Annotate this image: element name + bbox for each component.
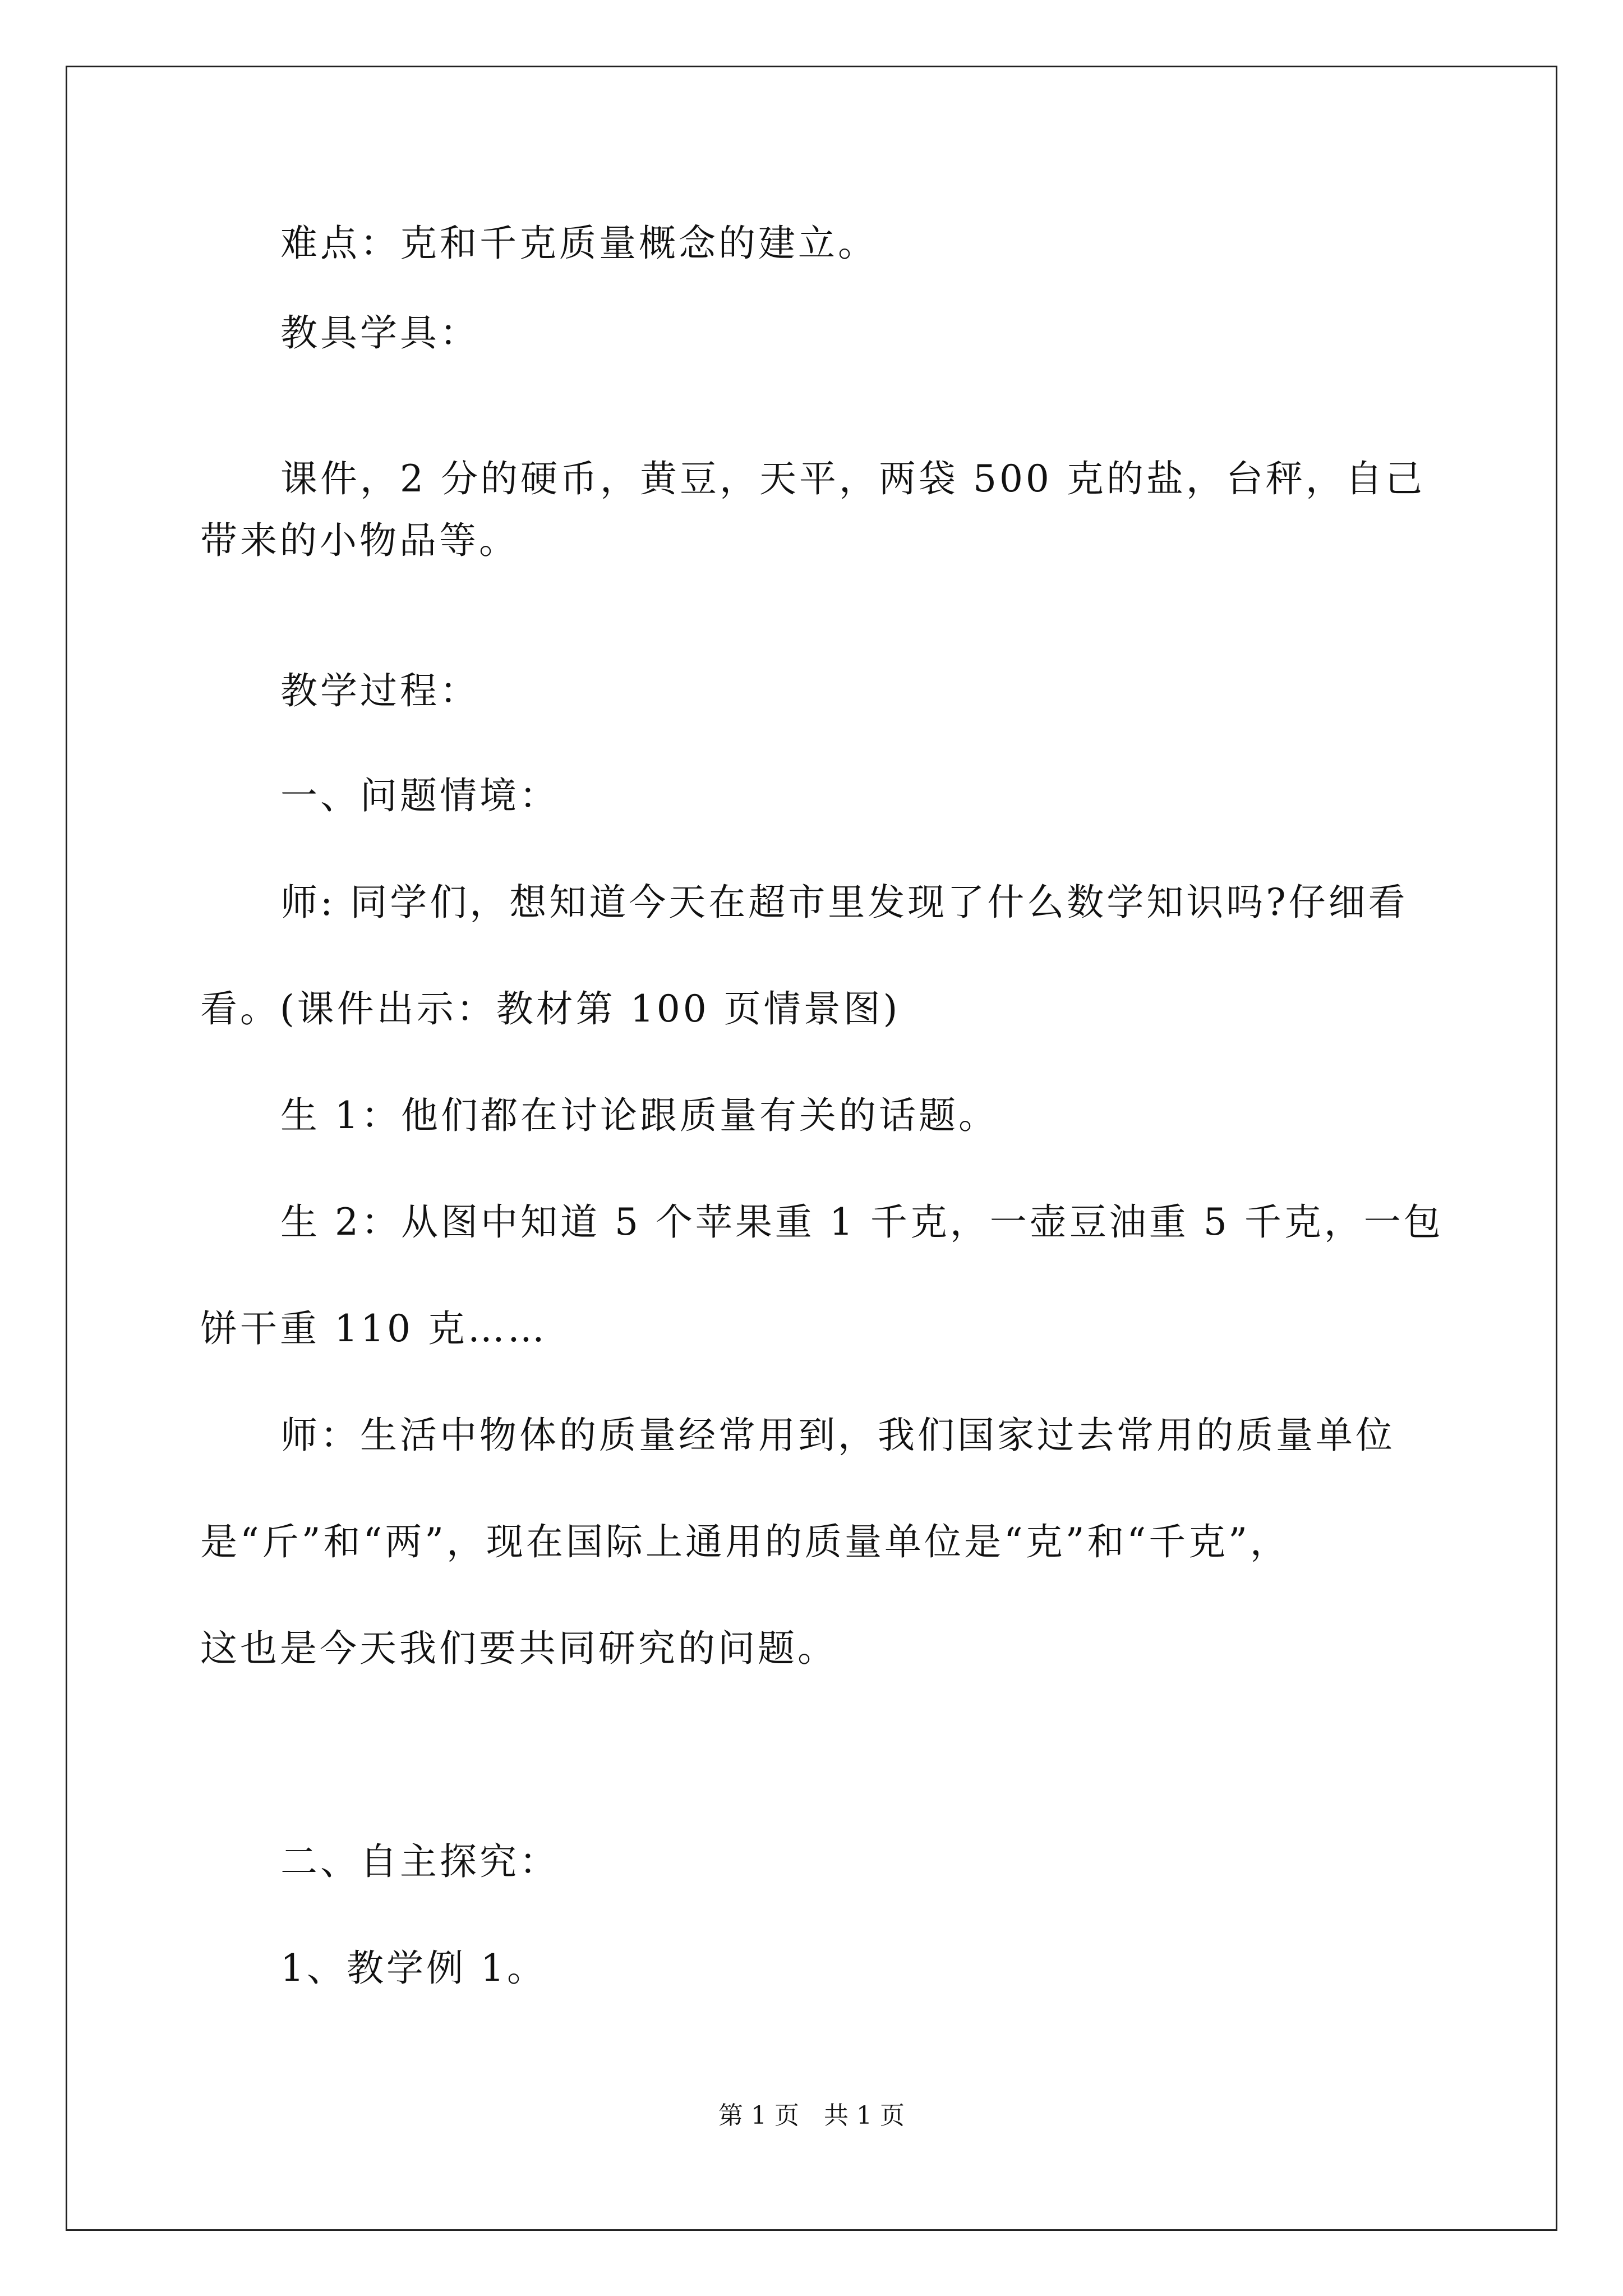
text-line: 难点：克和千克质量概念的建立。: [280, 222, 878, 265]
page-border: [66, 66, 1557, 2231]
text-line: 师: 同学们，想知道今天在超市里发现了什么数学知识吗?仔细看: [280, 881, 1408, 924]
text-line: 生 1：他们都在讨论跟质量有关的话题。: [280, 1094, 998, 1137]
text-line: 这也是今天我们要共同研究的问题。: [200, 1627, 837, 1670]
text-line: 生 2：从图中知道 5 个苹果重 1 千克，一壶豆油重 5 千克，一包: [280, 1200, 1444, 1244]
text-line: 课件，2 分的硬币，黄豆，天平，两袋 500 克的盐，台秤，自己: [280, 457, 1425, 500]
text-line: 看。(课件出示：教材第 100 页情景图): [200, 987, 901, 1030]
text-line: 二、自主探究：: [280, 1840, 559, 1883]
text-line: 师：生活中物体的质量经常用到，我们国家过去常用的质量单位: [280, 1414, 1395, 1457]
text-line: 饼干重 110 克……: [200, 1307, 547, 1350]
text-line: 是“斤”和“两”，现在国际上通用的质量单位是“克”和“千克”，: [200, 1520, 1290, 1563]
page-footer: 第 1 页 共 1 页: [718, 2101, 905, 2130]
text-line: 一、问题情境：: [280, 774, 559, 817]
text-line: 教学过程：: [280, 669, 479, 712]
text-line: 1、教学例 1。: [280, 1947, 547, 1990]
text-line: 带来的小物品等。: [200, 519, 519, 562]
text-line: 教具学具：: [280, 311, 479, 355]
